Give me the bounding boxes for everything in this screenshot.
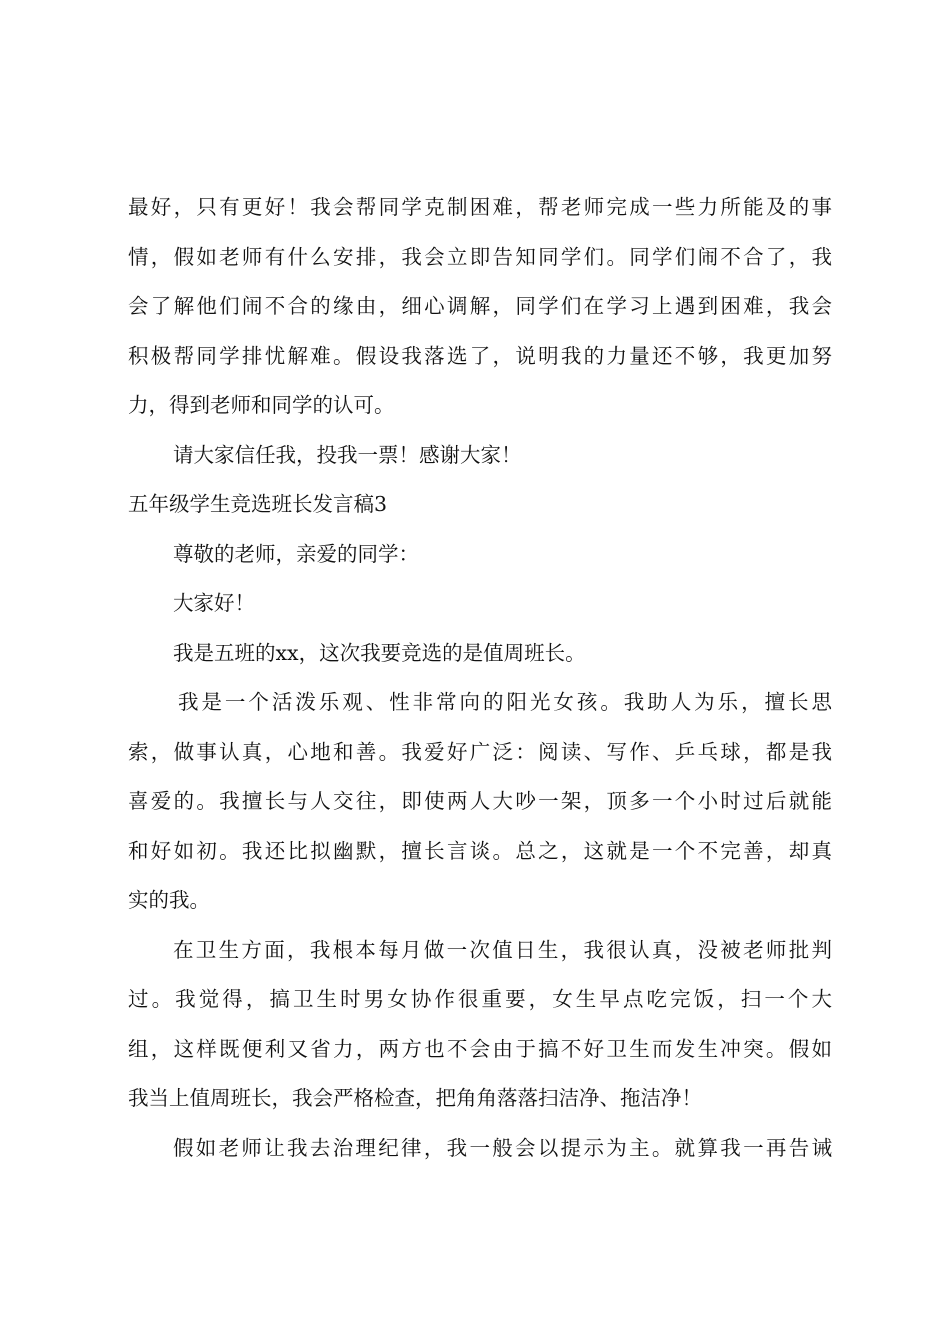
paragraph-4 [128,1124,832,1174]
document-body [128,183,832,1173]
paragraph-line: 假如老师让我去治理纪律，我一般会以提示为主。就算我一再告诫 [173,1135,832,1160]
paragraph-line: 索，做事认真，心地和善。我爱好广泛：阅读、写作、乒乓球，都是我 [128,739,832,764]
greeting: 尊敬的老师，亲爱的同学： [173,541,419,566]
paragraph-line: 积极帮同学排忧解难。假设我落选了，说明我的力量还不够，我更加努 [128,343,832,368]
paragraph-line: 实的我。 [128,888,210,912]
hello-line: 大家好！ [173,591,255,615]
paragraph-3 [128,926,832,1124]
paragraph-line: 情，假如老师有什么安排，我会立即告知同学们。同学们闹不合了，我 [128,244,832,269]
section-title: 五年级学生竞选班长发言稿3 [128,492,388,516]
paragraph-line: 会了解他们闹不合的缘由，细心调解，同学们在学习上遇到困难，我会 [128,294,832,318]
paragraph-line: 在卫生方面，我根本每月做一次值日生，我很认真，没被老师批判 [173,937,832,962]
closing-line: 请大家信任我，投我一票！感谢大家！ [173,442,522,467]
paragraph-line: 力，得到老师和同学的认可。 [128,393,395,417]
paragraph-1 [128,183,832,431]
paragraph-line: 过。我觉得，搞卫生时男女协作很重要，女生早点吃完饭，扫一个大 [128,987,832,1011]
paragraph-line: 最好，只有更好！我会帮同学克制困难，帮老师完成一些力所能及的事 [128,195,832,219]
paragraph-line: 和好如初。我还比拟幽默，擅长言谈。总之，这就是一个不完善，却真 [128,838,832,863]
paragraph-line: 喜爱的。我擅长与人交往，即使两人大吵一架，顶多一个小时过后就能 [128,789,832,813]
paragraph-2 [128,678,832,926]
paragraph-line: 组，这样既便利又省力，两方也不会由于搞不好卫生而发生冲突。假如 [128,1036,832,1061]
paragraph-line: 我当上值周班长，我会严格检查，把角角落落扫洁净、拖洁净！ [128,1086,702,1110]
intro-line: 我是五班的xx，这次我要竞选的是值周班长。 [173,640,586,665]
paragraph-line: 我是一个活泼乐观、性非常向的阳光女孩。我助人为乐，擅长思 [178,690,832,714]
